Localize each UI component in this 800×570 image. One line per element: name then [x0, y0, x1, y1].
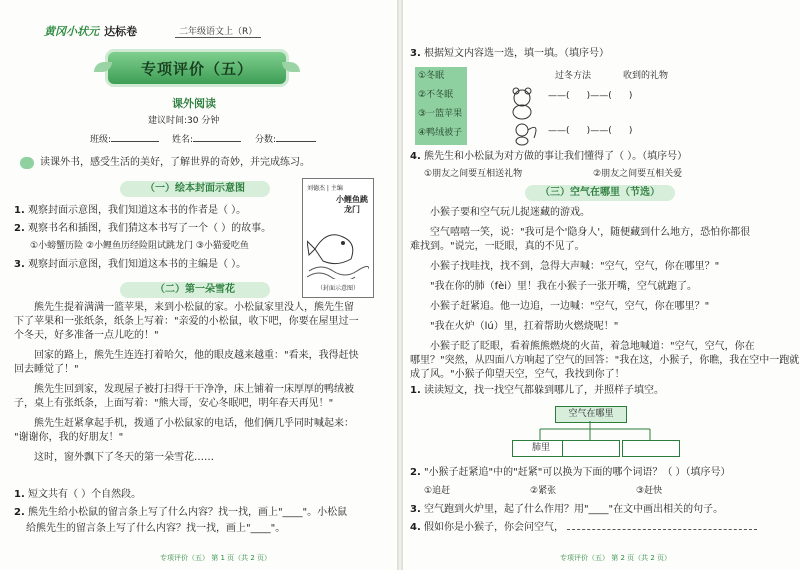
- story-line: 难找到。"说完，一眨眼，真的不见了。: [410, 241, 585, 252]
- option-item: ③一篮苹果: [418, 109, 463, 119]
- column-winter-method: 过冬方法: [555, 71, 592, 81]
- story-line: "我在火炉（lú）里，扛着帮助火燃烧呢！": [430, 321, 619, 332]
- s1-q1: [14, 204, 246, 218]
- page-footer-left: 专项评价（五） 第 1 页（共 2 页）: [160, 554, 272, 562]
- story-line: 个冬天，好多准备一点儿吃的！": [14, 330, 159, 341]
- section-1-heading: （一）绘本封面示意图: [120, 181, 270, 197]
- score-blank[interactable]: [276, 141, 316, 142]
- carp-illustration: [307, 209, 369, 279]
- map-leaf-blank[interactable]: [562, 440, 620, 457]
- brand-main: 黄冈小状元: [44, 25, 99, 38]
- suggest-time: 建议时间:30 分钟: [148, 116, 220, 126]
- r-q3-number: 3.: [410, 48, 421, 59]
- story-line: "我在你的肺（fèi）里！我在小猴子一张开嘴，空气就跑了。: [430, 281, 698, 292]
- s1-q2-text: 观察书名和插图，我们猜这本书写了一个（ ）的故事。: [27, 223, 272, 234]
- r-s3-q2: [410, 466, 731, 480]
- title-banner: [108, 52, 286, 84]
- r-s3-q3: [410, 503, 723, 517]
- r-s3-q2-option[interactable]: ①追赶: [424, 486, 451, 496]
- r-s3-q4: [410, 521, 757, 535]
- s1-q3: [14, 258, 246, 272]
- story-line: 子，桌上有张纸条，上面写着："熊大哥，安心冬眠吧，明年春天再见！": [14, 398, 334, 409]
- story-line: 小猴子赶紧追。他一边追，一边喊："空气，空气，你在哪里？": [430, 301, 710, 312]
- story-line: 小猴子要和空气玩儿捉迷藏的游戏。: [430, 207, 590, 218]
- map-leaf-blank[interactable]: [622, 440, 680, 457]
- story-line: 小猴子找哇找，找不到，急得大声喊："空气，空气，你在哪里？": [430, 261, 720, 272]
- story-line: 哪里？"突然，从四面八方响起了空气的回答："我在这，小猴子，你瞧，我在空中一跑就: [410, 355, 800, 366]
- story-line: 这时，窗外飘下了冬天的第一朵雪花……: [34, 452, 214, 463]
- story-line: 成了风。"小猴子仰望天空，空气，我找到你了！: [410, 369, 625, 380]
- bear-squirrel-illustration: [508, 86, 548, 146]
- intro-text: 读课外书，感受生活的美好，了解世界的奇妙，并完成练习。: [40, 157, 310, 168]
- map-leaf-lungs: 肺里: [512, 440, 570, 457]
- page-title: 专项评价（五）: [140, 60, 253, 78]
- story-line: 熊先生提着满满一篮苹果，来到小松鼠的家。小松鼠家里没人，熊先生留: [34, 302, 354, 313]
- r-s3-q3-number: 3.: [410, 504, 421, 515]
- s1-q2-options[interactable]: ①小螃蟹历险 ②小鲤鱼历经险阻试跳龙门 ③小猫爱吃鱼: [30, 241, 249, 251]
- option-list: [415, 67, 467, 145]
- r-s3-q2-text: "小猴子赶紧追"中的"赶紧"可以换为下面的哪个词语？（ ）（填序号）: [423, 467, 731, 478]
- r-s3-q2-number: 2.: [410, 467, 421, 478]
- bear-answer-row[interactable]: ——( )——( ): [548, 91, 633, 101]
- s1-q3-number: 3.: [14, 259, 25, 270]
- r-q4-number: 4.: [410, 151, 421, 162]
- s1-q1-number: 1.: [14, 205, 25, 216]
- r-q3-text: 根据短文内容选一选，填一填。（填序号）: [423, 48, 609, 59]
- story-line: 回家的路上，熊先生连连打着哈欠，他的眼皮越来越重："看来，我得赶快: [34, 350, 359, 361]
- story-line: "谢谢你，我的好朋友！": [14, 432, 124, 443]
- r-q4-text: 熊先生和小松鼠为对方做的事让我们懂得了（ ）。（填序号）: [423, 151, 688, 162]
- s2-q2-continued: 给熊先生的留言条上写了什么内容？找一找，画上"____"。: [26, 523, 286, 534]
- column-gift: 收到的礼物: [623, 71, 669, 81]
- r-s3-q4-answer-line[interactable]: [567, 529, 757, 530]
- r-s3-q1-number: 1.: [410, 385, 421, 396]
- map-root-node: 空气在哪里: [555, 406, 627, 423]
- book-author: 刘德杰 | 主编: [307, 185, 343, 192]
- s1-q2-number: 2.: [14, 223, 25, 234]
- class-blank[interactable]: [111, 141, 159, 142]
- r-s3-q3-text: 空气跑到火炉里，起了什么作用？用"____"在文中画出相关的句子。: [423, 504, 724, 515]
- s1-q3-text: 观察封面示意图，我们知道这本书的主编是（ ）。: [27, 259, 247, 270]
- s2-q1-number: 1.: [14, 489, 25, 500]
- s2-q2-number: 2.: [14, 507, 25, 518]
- r-s3-q2-option[interactable]: ③赶快: [636, 486, 663, 496]
- reading-icon: [20, 157, 34, 169]
- story-line: 熊先生赶紧拿起手机，拨通了小松鼠家的电话，他们俩几乎同时喊起来：: [34, 418, 354, 429]
- section-3-heading: （三）空气在哪里（节选）: [525, 185, 675, 201]
- r-q4-option-1[interactable]: ①朋友之间要互相送礼物: [424, 169, 523, 179]
- class-label: 班级:: [90, 135, 112, 145]
- book-cover-image: [302, 178, 374, 298]
- name-field[interactable]: [172, 134, 241, 147]
- book-title: 小鲤鱼跳龙门: [336, 195, 368, 214]
- subtitle: 课外阅读: [172, 97, 216, 110]
- r-s3-q2-option[interactable]: ②紧张: [530, 486, 557, 496]
- squirrel-answer-row[interactable]: ——( )——( ): [548, 126, 633, 136]
- s2-q2: [14, 506, 347, 520]
- story-line: 空气嘻嘻一笑，说："我可是个'隐身人'，随便藏到什么地方，恐怕你都很: [430, 227, 751, 238]
- option-item: ①冬眠: [418, 71, 445, 81]
- name-blank[interactable]: [193, 141, 241, 142]
- option-item: ④鸭绒被子: [418, 128, 463, 138]
- name-label: 姓名:: [172, 135, 194, 145]
- map-connectors: [520, 421, 670, 441]
- r-s3-q4-text: 假如你是小猴子，你会问空气，: [423, 522, 564, 533]
- page-footer-right: 专项评价（五） 第 2 页（共 2 页）: [560, 554, 672, 562]
- class-field[interactable]: [90, 134, 159, 147]
- score-field[interactable]: [255, 134, 316, 147]
- section-2-heading: （二）第一朵雪花: [120, 282, 270, 298]
- brand-logo: [44, 20, 137, 39]
- book-caption: （封面示意图）: [316, 285, 359, 292]
- story-2: [410, 206, 800, 382]
- story-line: 下了苹果和一张纸条，纸条上写着："亲爱的小松鼠，收下吧，你要在屋里过一: [14, 316, 359, 327]
- s2-q1-text: 短文共有（ ）个自然段。: [27, 489, 142, 500]
- r-q4: [410, 150, 687, 164]
- s2-q2-text: 熊先生给小松鼠的留言条上写了什么内容？找一找，画上"____"。小松鼠: [27, 507, 348, 518]
- s1-q2: [14, 222, 271, 236]
- story-1: [14, 301, 390, 465]
- r-s3-q1: [410, 384, 664, 398]
- story-line: 小猴子眨了眨眼，看着熊熊燃烧的火苗，着急地喊道："空气，空气，你在: [430, 341, 755, 352]
- r-q4-option-2[interactable]: ②朋友之间要互相关爱: [593, 169, 683, 179]
- score-label: 分数:: [255, 135, 277, 145]
- grade-label: 二年级语文上（R）: [175, 24, 261, 38]
- r-q3: [410, 47, 609, 61]
- story-line: 回去睡觉了！": [14, 364, 79, 375]
- page-left: [0, 0, 397, 570]
- r-s3-q1-text: 读读短文，找一找空气都躲到哪儿了，并照样子填空。: [423, 385, 664, 396]
- story-line: 熊先生回到家，发现屋子被打扫得干干净净，床上铺着一床厚厚的鸭绒被: [34, 384, 354, 395]
- r-s3-q4-number: 4.: [410, 522, 421, 533]
- brand-sub: 达标卷: [104, 25, 138, 38]
- option-item: ②不冬眠: [418, 90, 454, 100]
- s2-q1: [14, 488, 141, 502]
- s1-q1-text: 观察封面示意图，我们知道这本书的作者是（ ）。: [27, 205, 247, 216]
